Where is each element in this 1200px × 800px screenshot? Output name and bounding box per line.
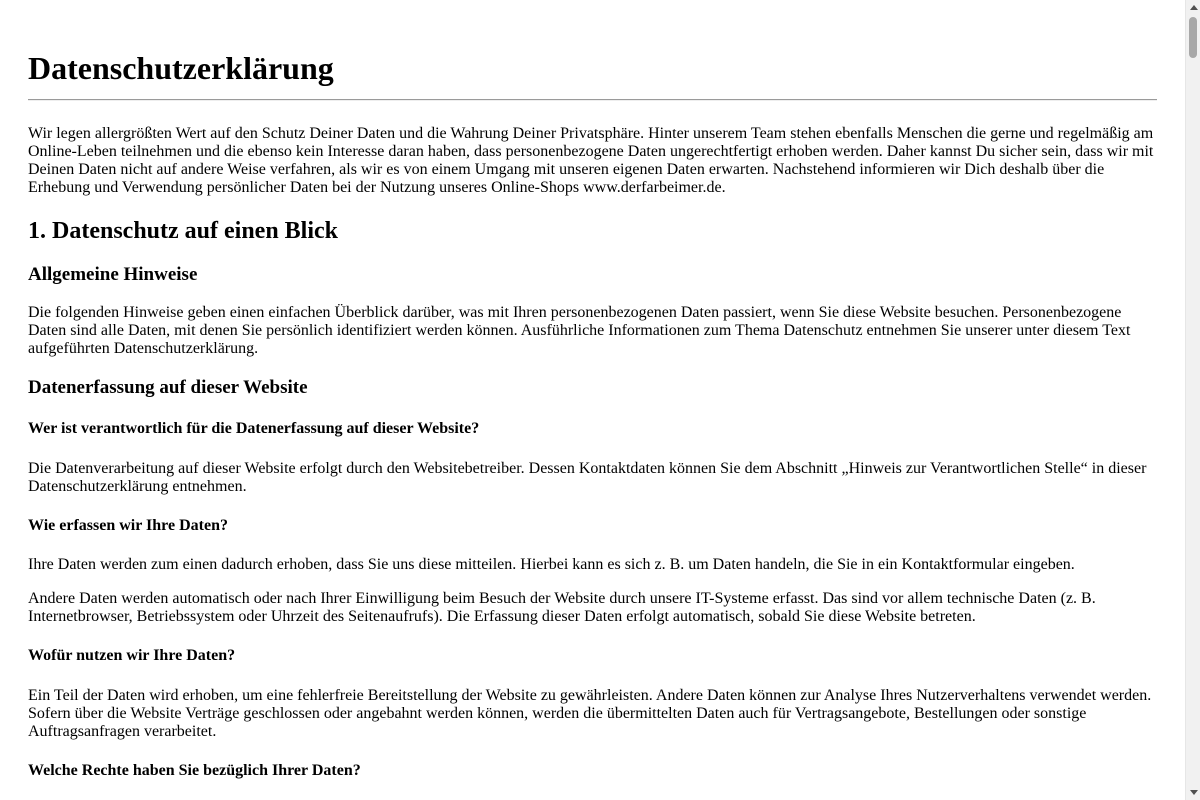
scroll-down-arrow-icon[interactable] (1186, 785, 1200, 800)
title-divider (28, 99, 1157, 101)
how-collected-paragraph-2: Andere Daten werden automatisch oder nach Ihrer Einwilligung beim Besuch der Website durch unsere IT-Systeme erfasst. Das sind vor allem technische Daten (z. B. Internetbrowser, Betriebssystem oder Uhrzeit des Seitenaufrufs). Die Erfassung dieser Daten erfolgt automatisch, sobald Sie diese Website betreten. (28, 590, 1096, 625)
scrollbar-thumb[interactable] (1189, 17, 1197, 58)
general-notes-paragraph: Die folgenden Hinweise geben einen einfachen Überblick darüber, was mit Ihren personenbezogenen Daten passiert, wenn Sie diese Website besuchen. Personenbezogene Daten sind alle Daten, mit denen Sie persönlich identifiziert werden können. Ausführliche Informationen zum Thema Datenschutz entnehmen Sie unserer unter diesem Text aufgeführten Datenschutzerklärung. (28, 304, 1131, 357)
general-notes-heading: Allgemeine Hinweise (28, 264, 198, 285)
rights-heading: Welche Rechte haben Sie bezüglich Ihrer Daten? (28, 762, 361, 779)
data-collection-heading: Datenerfassung auf dieser Website (28, 377, 308, 398)
responsible-question-heading: Wer ist verantwortlich für die Datenerfassung auf dieser Website? (28, 420, 480, 437)
page-title: Datenschutzerklärung (28, 50, 334, 86)
purpose-paragraph: Ein Teil der Daten wird erhoben, um eine fehlerfreie Bereitstellung der Website zu gewährleisten. Andere Daten können zur Analyse Ihres Nutzerverhaltens verwendet werden. Sofern über die Website Verträge geschlossen oder angebahnt werden können, werden die übermittelten Daten auch für Vertragsangebote, Bestellungen oder sonstige Auftragsanfragen verarbeitet. (28, 687, 1152, 740)
responsible-paragraph: Die Datenverarbeitung auf dieser Website erfolgt durch den Websitebetreiber. Dessen Kontaktdaten können Sie dem Abschnitt „Hinweis zur Verantwortlichen Stelle“ in dieser Datenschutzerklärung entnehmen. (28, 460, 1147, 495)
intro-paragraph: Wir legen allergrößten Wert auf den Schutz Deiner Daten und die Wahrung Deiner Privatsphäre. Hinter unserem Team stehen ebenfalls Menschen die gerne und regelmäßig am Online-Leben teilnehmen und die ebenso kein Interesse daran haben, dass personenbezogene Daten ungerechtfertigt erhoben werden. Daher kannst Du sicher sein, dass wir mit Deinen Daten nicht auf andere Weise verfahren, als wir es von einem Umgang mit unseren eigenen Daten erwarten. Nachstehend informieren wir Dich deshalb über die Erhebung und Verwendung persönlicher Daten bei der Nutzung unseres Online-Shops www.derfarbeimer.de. (28, 125, 1154, 196)
how-collected-heading: Wie erfassen wir Ihre Daten? (28, 517, 228, 534)
how-collected-paragraph-1: Ihre Daten werden zum einen dadurch erhoben, dass Sie uns diese mitteilen. Hierbei kann es sich z. B. um Daten handeln, die Sie in ein Kontaktformular eingeben. (28, 556, 1075, 573)
scroll-up-arrow-icon[interactable] (1186, 0, 1200, 15)
vertical-scrollbar[interactable] (1185, 0, 1200, 800)
purpose-heading: Wofür nutzen wir Ihre Daten? (28, 647, 236, 664)
section-1-heading: 1. Datenschutz auf einen Blick (28, 218, 339, 244)
